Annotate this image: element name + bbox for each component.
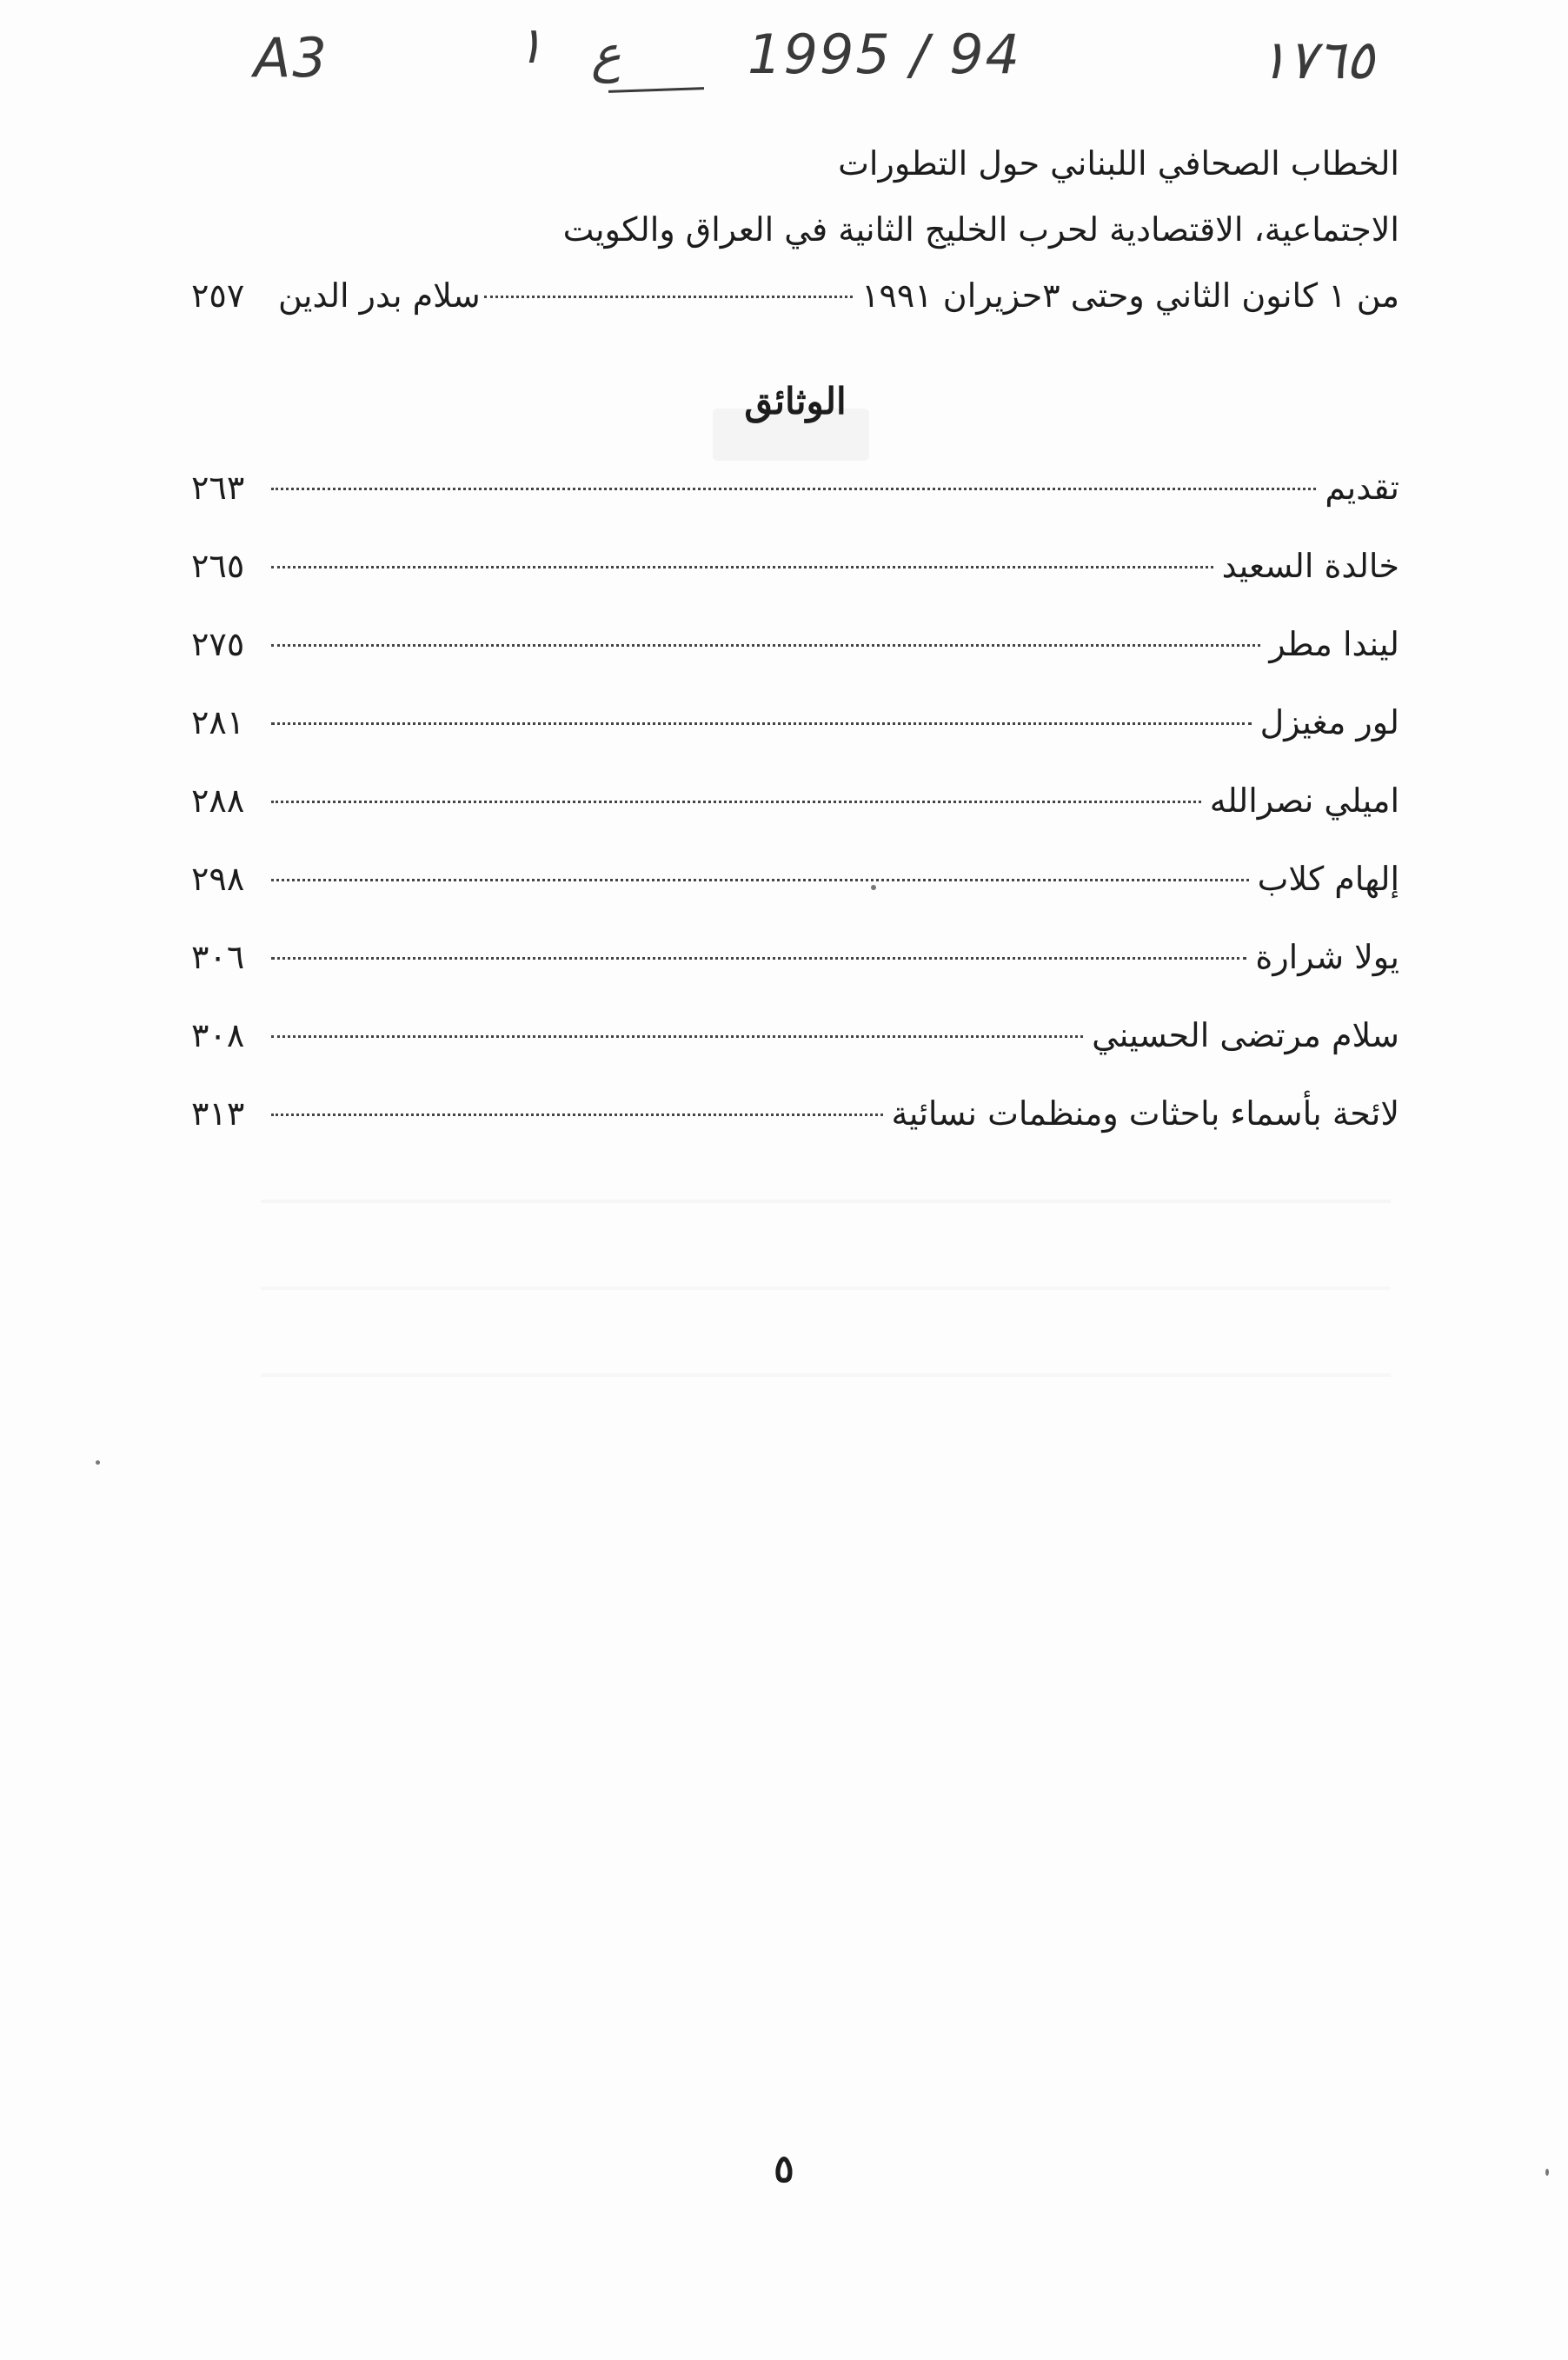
toc-entry-label: إلهام كلاب (1257, 860, 1399, 898)
toc-entry-page: ٢٨٨ (191, 781, 245, 820)
toc-entry-page: ٢٥٧ (191, 276, 245, 315)
toc-entry-label: سلام مرتضى الحسيني (1092, 1016, 1399, 1054)
toc-entry-label: خالدة السعيد (1221, 547, 1399, 585)
toc-entry-label: ليندا مطر (1269, 625, 1399, 663)
toc-entry (191, 918, 1399, 996)
toc-entry (191, 683, 1399, 761)
toc-entry-label: يولا شرارة (1255, 938, 1399, 976)
toc-entry-page: ٣١٣ (191, 1094, 245, 1133)
page-number: ٥ (774, 2147, 794, 2191)
toc-entry-page: ٢٦٣ (191, 469, 245, 507)
dot-leader (271, 566, 1213, 568)
toc-entry (191, 996, 1399, 1074)
toc-entry-page: ٢٦٥ (191, 547, 245, 585)
bleed-through-decoration (261, 1373, 1391, 1377)
scan-speck (1545, 2169, 1549, 2176)
dot-leader (271, 488, 1316, 490)
toc-entry-line: الخطاب الصحافي اللبناني حول التطورات (838, 144, 1399, 183)
handwritten-code: A3 (254, 26, 329, 90)
handwritten-underline (608, 87, 704, 93)
dot-leader (271, 644, 1260, 647)
dot-leader (271, 1035, 1083, 1038)
toc-entry (191, 449, 1399, 527)
scan-speck (871, 885, 876, 890)
toc-entry-page: ٢٩٨ (191, 860, 245, 898)
toc-entry-page: ٢٨١ (191, 703, 245, 741)
dot-leader (271, 801, 1201, 803)
toc-entry (191, 605, 1399, 683)
handwritten-annotations (0, 16, 1568, 103)
handwritten-mark: ١ (516, 16, 544, 75)
toc-entry (191, 527, 1399, 605)
dot-leader (271, 722, 1252, 725)
toc-entry-label: اميلي نصرالله (1209, 781, 1399, 820)
toc-entry (191, 761, 1399, 840)
toc-entry (191, 263, 1399, 329)
bleed-through-decoration (261, 1200, 1391, 1203)
handwritten-reference: ١٧٦٥ (1259, 28, 1375, 91)
toc-entry-label: من ١ كانون الثاني وحتى ٣حزيران ١٩٩١ (861, 276, 1399, 315)
toc-entry-page: ٣٠٨ (191, 1016, 245, 1054)
toc-entry-author: سلام بدر الدين (278, 276, 481, 315)
handwritten-year: 1995 / 94 (747, 23, 1021, 86)
dot-leader (271, 957, 1246, 960)
table-of-contents (191, 130, 1399, 1153)
bleed-through-decoration (261, 1286, 1391, 1290)
toc-entry-label: تقديم (1325, 469, 1399, 507)
dot-leader (271, 1114, 883, 1116)
section-title: الوثائق (744, 380, 847, 422)
toc-entry-label: لور مغيزل (1259, 703, 1399, 741)
toc-entry (191, 840, 1399, 918)
dot-leader (271, 879, 1249, 881)
toc-entry-line: الاجتماعية، الاقتصادية لحرب الخليج الثانية في العراق والكويت (562, 210, 1399, 249)
handwritten-mark: ع (591, 24, 621, 83)
toc-intro-entry (191, 130, 1399, 329)
toc-entry-page: ٢٧٥ (191, 625, 245, 663)
scan-speck (96, 1460, 100, 1465)
dot-leader (484, 296, 853, 298)
toc-entry-page: ٣٠٦ (191, 938, 245, 976)
toc-entry-label: لائحة بأسماء باحثات ومنظمات نسائية (891, 1094, 1399, 1133)
toc-entry (191, 1074, 1399, 1153)
